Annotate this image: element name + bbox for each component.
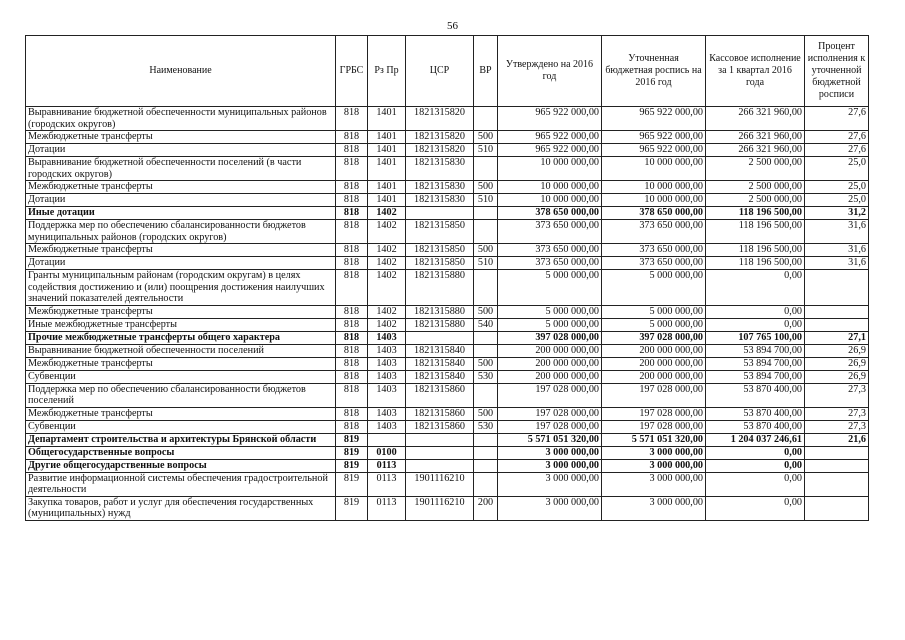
cell-approved: 965 922 000,00 [498, 107, 602, 131]
cell-updated: 10 000 000,00 [602, 181, 706, 194]
cell-percent: 31,6 [805, 244, 869, 257]
cell-approved: 200 000 000,00 [498, 344, 602, 357]
cell-approved: 3 000 000,00 [498, 472, 602, 496]
cell-percent: 27,6 [805, 144, 869, 157]
cell-grbs: 818 [336, 305, 368, 318]
cell-vr: 500 [474, 181, 498, 194]
cell-name: Развитие информационной системы обеспечения градостроительной деятельности [26, 472, 336, 496]
cell-cash: 53 870 400,00 [706, 383, 805, 407]
cell-name: Межбюджетные трансферты [26, 131, 336, 144]
cell-percent: 25,0 [805, 194, 869, 207]
cell-rzpr: 0113 [368, 459, 406, 472]
cell-updated: 5 000 000,00 [602, 318, 706, 331]
cell-name: Дотации [26, 194, 336, 207]
cell-grbs: 818 [336, 257, 368, 270]
cell-csr: 1821315850 [406, 244, 474, 257]
cell-cash: 1 204 037 246,61 [706, 433, 805, 446]
cell-updated: 965 922 000,00 [602, 131, 706, 144]
table-row [26, 107, 869, 131]
cell-cash: 2 500 000,00 [706, 157, 805, 181]
cell-percent [805, 472, 869, 496]
cell-approved: 5 571 051 320,00 [498, 433, 602, 446]
cell-grbs: 818 [336, 207, 368, 220]
cell-rzpr: 1401 [368, 181, 406, 194]
cell-grbs: 819 [336, 446, 368, 459]
cell-csr: 1821315850 [406, 257, 474, 270]
cell-cash: 2 500 000,00 [706, 181, 805, 194]
cell-rzpr: 1401 [368, 157, 406, 181]
table-row [26, 407, 869, 420]
table-row [26, 244, 869, 257]
cell-name: Общегосударственные вопросы [26, 446, 336, 459]
cell-name: Иные межбюджетные трансферты [26, 318, 336, 331]
cell-cash: 118 196 500,00 [706, 220, 805, 244]
cell-name: Закупка товаров, работ и услуг для обеспечения государственных (муниципальных) нужд [26, 496, 336, 520]
cell-grbs: 818 [336, 357, 368, 370]
cell-name: Дотации [26, 257, 336, 270]
cell-updated: 200 000 000,00 [602, 344, 706, 357]
cell-rzpr: 1403 [368, 383, 406, 407]
cell-name: Прочие межбюджетные трансферты общего характера [26, 331, 336, 344]
table-row [26, 318, 869, 331]
cell-percent: 27,6 [805, 107, 869, 131]
cell-percent: 27,3 [805, 407, 869, 420]
cell-grbs: 818 [336, 420, 368, 433]
cell-vr: 530 [474, 370, 498, 383]
cell-cash: 266 321 960,00 [706, 107, 805, 131]
cell-rzpr: 1402 [368, 257, 406, 270]
cell-approved: 200 000 000,00 [498, 370, 602, 383]
cell-grbs: 818 [336, 383, 368, 407]
table-row [26, 433, 869, 446]
cell-approved: 197 028 000,00 [498, 383, 602, 407]
cell-vr [474, 107, 498, 131]
cell-grbs: 819 [336, 496, 368, 520]
cell-cash: 107 765 100,00 [706, 331, 805, 344]
cell-name: Субвенции [26, 370, 336, 383]
cell-approved: 10 000 000,00 [498, 194, 602, 207]
cell-csr [406, 207, 474, 220]
cell-cash: 53 894 700,00 [706, 357, 805, 370]
cell-approved: 373 650 000,00 [498, 220, 602, 244]
cell-vr [474, 331, 498, 344]
cell-name: Межбюджетные трансферты [26, 357, 336, 370]
cell-rzpr: 1401 [368, 131, 406, 144]
table-row [26, 344, 869, 357]
cell-name: Другие общегосударственные вопросы [26, 459, 336, 472]
cell-approved: 965 922 000,00 [498, 144, 602, 157]
cell-name: Выравнивание бюджетной обеспеченности муниципальных районов (городских округов) [26, 107, 336, 131]
cell-updated: 3 000 000,00 [602, 472, 706, 496]
cell-cash: 266 321 960,00 [706, 144, 805, 157]
cell-updated: 373 650 000,00 [602, 220, 706, 244]
cell-vr [474, 344, 498, 357]
cell-grbs: 818 [336, 144, 368, 157]
cell-approved: 3 000 000,00 [498, 459, 602, 472]
cell-rzpr: 1403 [368, 344, 406, 357]
cell-csr: 1821315830 [406, 194, 474, 207]
cell-csr: 1821315850 [406, 220, 474, 244]
cell-vr: 500 [474, 305, 498, 318]
cell-name: Межбюджетные трансферты [26, 305, 336, 318]
cell-cash: 0,00 [706, 446, 805, 459]
table-row [26, 131, 869, 144]
cell-name: Поддержка мер по обеспечению сбалансированности бюджетов муниципальных районов (городских округов) [26, 220, 336, 244]
table-row [26, 257, 869, 270]
cell-vr [474, 220, 498, 244]
cell-vr: 510 [474, 257, 498, 270]
cell-vr [474, 459, 498, 472]
table-row [26, 181, 869, 194]
cell-name: Гранты муниципальным районам (городским округам) в целях содействия достижению и (или) поощрения достижения наилучших значений показателей деятельности [26, 270, 336, 306]
cell-cash: 53 870 400,00 [706, 407, 805, 420]
cell-approved: 10 000 000,00 [498, 157, 602, 181]
cell-updated: 200 000 000,00 [602, 370, 706, 383]
cell-updated: 378 650 000,00 [602, 207, 706, 220]
cell-name: Выравнивание бюджетной обеспеченности поселений [26, 344, 336, 357]
cell-vr: 540 [474, 318, 498, 331]
cell-updated: 197 028 000,00 [602, 407, 706, 420]
cell-approved: 373 650 000,00 [498, 257, 602, 270]
cell-percent: 27,3 [805, 383, 869, 407]
cell-cash: 118 196 500,00 [706, 257, 805, 270]
cell-updated: 5 571 051 320,00 [602, 433, 706, 446]
cell-csr: 1821315830 [406, 157, 474, 181]
cell-csr: 1821315860 [406, 407, 474, 420]
cell-rzpr: 1402 [368, 318, 406, 331]
cell-csr: 1901116210 [406, 472, 474, 496]
cell-cash: 0,00 [706, 318, 805, 331]
cell-vr [474, 207, 498, 220]
cell-updated: 965 922 000,00 [602, 144, 706, 157]
cell-vr: 510 [474, 144, 498, 157]
cell-cash: 0,00 [706, 270, 805, 306]
cell-grbs: 818 [336, 344, 368, 357]
cell-grbs: 818 [336, 131, 368, 144]
cell-updated: 397 028 000,00 [602, 331, 706, 344]
cell-rzpr: 1401 [368, 107, 406, 131]
cell-updated: 3 000 000,00 [602, 496, 706, 520]
cell-rzpr: 1403 [368, 407, 406, 420]
cell-rzpr: 1402 [368, 305, 406, 318]
table-row [26, 207, 869, 220]
cell-csr: 1821315840 [406, 344, 474, 357]
cell-percent: 27,3 [805, 420, 869, 433]
cell-grbs: 818 [336, 220, 368, 244]
cell-approved: 5 000 000,00 [498, 318, 602, 331]
cell-percent: 27,1 [805, 331, 869, 344]
cell-vr: 200 [474, 496, 498, 520]
cell-grbs: 818 [336, 244, 368, 257]
cell-csr: 1821315830 [406, 181, 474, 194]
cell-vr [474, 433, 498, 446]
cell-approved: 197 028 000,00 [498, 420, 602, 433]
cell-csr [406, 459, 474, 472]
cell-csr: 1821315820 [406, 144, 474, 157]
cell-cash: 53 894 700,00 [706, 344, 805, 357]
cell-percent [805, 270, 869, 306]
header-approved: Утверждено на 2016 год [498, 36, 602, 107]
cell-csr: 1821315840 [406, 370, 474, 383]
cell-vr: 510 [474, 194, 498, 207]
header-csr: ЦСР [406, 36, 474, 107]
cell-percent: 27,6 [805, 131, 869, 144]
cell-rzpr: 0113 [368, 496, 406, 520]
cell-percent [805, 305, 869, 318]
cell-percent [805, 446, 869, 459]
cell-grbs: 818 [336, 181, 368, 194]
cell-csr: 1821315860 [406, 420, 474, 433]
cell-name: Межбюджетные трансферты [26, 407, 336, 420]
table-row [26, 220, 869, 244]
header-percent: Процент исполнения к уточненной бюджетной росписи [805, 36, 869, 107]
table-body [26, 107, 869, 521]
cell-percent: 26,9 [805, 344, 869, 357]
cell-rzpr: 1403 [368, 357, 406, 370]
table-row [26, 446, 869, 459]
table-header [26, 36, 869, 107]
cell-rzpr: 1402 [368, 270, 406, 306]
cell-name: Межбюджетные трансферты [26, 181, 336, 194]
table-row [26, 496, 869, 520]
cell-approved: 397 028 000,00 [498, 331, 602, 344]
page-number: 56 [447, 20, 458, 32]
cell-name: Поддержка мер по обеспечению сбалансированности бюджетов поселений [26, 383, 336, 407]
cell-name: Департамент строительства и архитектуры Брянской области [26, 433, 336, 446]
cell-updated: 5 000 000,00 [602, 270, 706, 306]
cell-approved: 197 028 000,00 [498, 407, 602, 420]
cell-grbs: 818 [336, 270, 368, 306]
cell-grbs: 819 [336, 472, 368, 496]
table-row [26, 357, 869, 370]
cell-updated: 965 922 000,00 [602, 107, 706, 131]
cell-grbs: 818 [336, 407, 368, 420]
cell-rzpr: 1403 [368, 331, 406, 344]
cell-rzpr: 1401 [368, 194, 406, 207]
cell-rzpr: 1402 [368, 207, 406, 220]
header-vr: ВР [474, 36, 498, 107]
cell-vr: 530 [474, 420, 498, 433]
table-row [26, 370, 869, 383]
cell-percent: 31,2 [805, 207, 869, 220]
cell-percent [805, 496, 869, 520]
cell-cash: 0,00 [706, 496, 805, 520]
cell-updated: 197 028 000,00 [602, 383, 706, 407]
cell-name: Иные дотации [26, 207, 336, 220]
cell-rzpr: 1402 [368, 220, 406, 244]
cell-cash: 2 500 000,00 [706, 194, 805, 207]
cell-percent: 31,6 [805, 220, 869, 244]
table-row [26, 157, 869, 181]
cell-cash: 53 870 400,00 [706, 420, 805, 433]
cell-rzpr [368, 433, 406, 446]
cell-csr: 1821315880 [406, 305, 474, 318]
cell-rzpr: 1401 [368, 144, 406, 157]
cell-approved: 373 650 000,00 [498, 244, 602, 257]
cell-rzpr: 1403 [368, 370, 406, 383]
cell-updated: 5 000 000,00 [602, 305, 706, 318]
cell-cash: 118 196 500,00 [706, 244, 805, 257]
cell-csr [406, 433, 474, 446]
table-row [26, 270, 869, 306]
cell-percent: 26,9 [805, 370, 869, 383]
cell-grbs: 818 [336, 370, 368, 383]
cell-percent: 25,0 [805, 157, 869, 181]
cell-cash: 0,00 [706, 459, 805, 472]
header-cash: Кассовое исполнение за 1 квартал 2016 года [706, 36, 805, 107]
cell-csr [406, 446, 474, 459]
table-row [26, 144, 869, 157]
table-row [26, 459, 869, 472]
cell-grbs: 818 [336, 331, 368, 344]
cell-grbs: 818 [336, 318, 368, 331]
table-row [26, 194, 869, 207]
cell-approved: 3 000 000,00 [498, 446, 602, 459]
header-rzpr: Рз Пр [368, 36, 406, 107]
cell-csr: 1821315880 [406, 270, 474, 306]
header-grbs: ГРБС [336, 36, 368, 107]
cell-rzpr: 0113 [368, 472, 406, 496]
cell-approved: 200 000 000,00 [498, 357, 602, 370]
table-row [26, 472, 869, 496]
cell-cash: 266 321 960,00 [706, 131, 805, 144]
cell-name: Межбюджетные трансферты [26, 244, 336, 257]
table-row [26, 331, 869, 344]
cell-percent: 26,9 [805, 357, 869, 370]
header-updated: Уточненная бюджетная роспись на 2016 год [602, 36, 706, 107]
cell-approved: 10 000 000,00 [498, 181, 602, 194]
cell-updated: 10 000 000,00 [602, 157, 706, 181]
budget-table [25, 35, 869, 521]
cell-approved: 378 650 000,00 [498, 207, 602, 220]
cell-approved: 5 000 000,00 [498, 270, 602, 306]
cell-grbs: 819 [336, 459, 368, 472]
cell-rzpr: 1403 [368, 420, 406, 433]
cell-grbs: 818 [336, 157, 368, 181]
cell-percent: 31,6 [805, 257, 869, 270]
cell-csr: 1901116210 [406, 496, 474, 520]
cell-approved: 5 000 000,00 [498, 305, 602, 318]
cell-percent [805, 459, 869, 472]
cell-vr: 500 [474, 244, 498, 257]
cell-csr: 1821315820 [406, 131, 474, 144]
cell-vr: 500 [474, 407, 498, 420]
cell-percent [805, 318, 869, 331]
cell-updated: 3 000 000,00 [602, 459, 706, 472]
cell-updated: 200 000 000,00 [602, 357, 706, 370]
cell-rzpr: 0100 [368, 446, 406, 459]
cell-cash: 53 894 700,00 [706, 370, 805, 383]
cell-cash: 0,00 [706, 305, 805, 318]
cell-name: Выравнивание бюджетной обеспеченности поселений (в части городских округов) [26, 157, 336, 181]
cell-grbs: 818 [336, 194, 368, 207]
cell-updated: 10 000 000,00 [602, 194, 706, 207]
table-row [26, 420, 869, 433]
cell-cash: 0,00 [706, 472, 805, 496]
table-row [26, 305, 869, 318]
cell-cash: 118 196 500,00 [706, 207, 805, 220]
cell-csr: 1821315860 [406, 383, 474, 407]
cell-csr: 1821315840 [406, 357, 474, 370]
cell-vr [474, 446, 498, 459]
cell-grbs: 818 [336, 107, 368, 131]
cell-vr [474, 270, 498, 306]
cell-vr [474, 472, 498, 496]
table-row [26, 383, 869, 407]
cell-approved: 965 922 000,00 [498, 131, 602, 144]
cell-name: Дотации [26, 144, 336, 157]
cell-csr: 1821315820 [406, 107, 474, 131]
cell-percent: 21,6 [805, 433, 869, 446]
header-name: Наименование [26, 36, 336, 107]
cell-updated: 373 650 000,00 [602, 257, 706, 270]
cell-updated: 197 028 000,00 [602, 420, 706, 433]
cell-updated: 373 650 000,00 [602, 244, 706, 257]
cell-vr [474, 383, 498, 407]
cell-vr: 500 [474, 131, 498, 144]
cell-vr: 500 [474, 357, 498, 370]
cell-vr [474, 157, 498, 181]
cell-updated: 3 000 000,00 [602, 446, 706, 459]
cell-percent: 25,0 [805, 181, 869, 194]
cell-rzpr: 1402 [368, 244, 406, 257]
cell-csr [406, 331, 474, 344]
cell-csr: 1821315880 [406, 318, 474, 331]
cell-grbs: 819 [336, 433, 368, 446]
cell-approved: 3 000 000,00 [498, 496, 602, 520]
cell-name: Субвенции [26, 420, 336, 433]
